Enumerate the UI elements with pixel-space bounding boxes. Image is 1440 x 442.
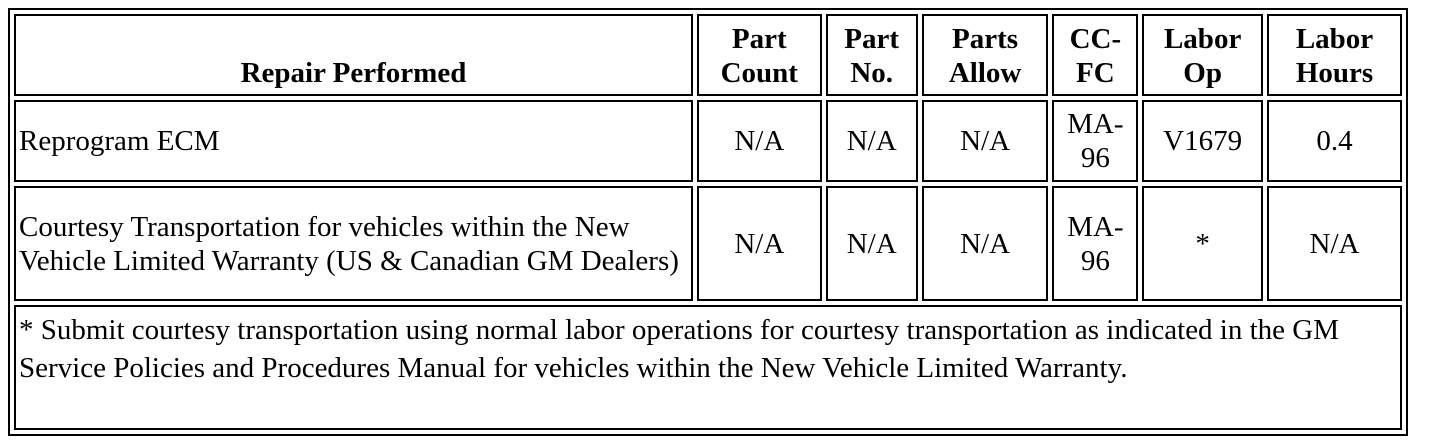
labor-operation-table [8, 8, 1408, 436]
cell-parts-allow: N/A [922, 186, 1049, 301]
cell-labor-op: * [1142, 186, 1263, 301]
cell-repair-performed: Courtesy Transportation for vehicles within the New Vehicle Limited Warranty (US & Canadian GM Dealers) [14, 186, 693, 301]
header-parts-allow: Parts Allow [922, 14, 1049, 96]
cell-labor-hours: 0.4 [1267, 100, 1402, 182]
cell-labor-hours: N/A [1267, 186, 1402, 301]
cell-repair-performed: Reprogram ECM [14, 100, 693, 182]
cell-parts-allow: N/A [922, 100, 1049, 182]
header-part-no: Part No. [826, 14, 918, 96]
footnote-row [14, 305, 1402, 430]
table-row [14, 186, 1402, 301]
header-part-count: Part Count [697, 14, 822, 96]
cell-part-no: N/A [826, 186, 918, 301]
cell-part-count: N/A [697, 100, 822, 182]
footnote-text: * Submit courtesy transportation using normal labor operations for courtesy transportation as indicated in the GM Service Policies and Procedures Manual for vehicles within the New Vehicle Limited Warranty. [14, 305, 1402, 430]
header-cc-fc: CC-FC [1052, 14, 1138, 96]
cell-part-count: N/A [697, 186, 822, 301]
cell-labor-op: V1679 [1142, 100, 1263, 182]
cell-part-no: N/A [826, 100, 918, 182]
header-repair-performed: Repair Performed [14, 14, 693, 96]
header-labor-hours: Labor Hours [1267, 14, 1402, 96]
cell-cc-fc: MA-96 [1052, 186, 1138, 301]
table-header-row [14, 14, 1402, 96]
table-row [14, 100, 1402, 182]
cell-cc-fc: MA-96 [1052, 100, 1138, 182]
header-labor-op: Labor Op [1142, 14, 1263, 96]
